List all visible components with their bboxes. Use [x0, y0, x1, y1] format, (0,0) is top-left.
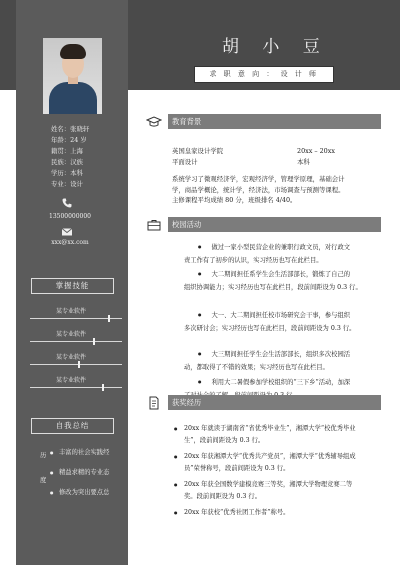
skill-label: 某专业软件 [56, 354, 87, 361]
award-item [184, 423, 380, 446]
graduation-cap-icon [146, 114, 162, 130]
activity-item [184, 267, 380, 294]
skill-bar [30, 318, 122, 319]
award-line: ● 20xx 年获校“优秀社团工作者”称号。 [184, 509, 290, 516]
skill-bar [30, 341, 122, 342]
course-line: 主修课程平均成绩 80 分，班级排名 4/40。 [172, 196, 297, 204]
skill-bar [30, 387, 122, 388]
award-line: 员”荣誉称号，段前间距设为 0.3 行。 [184, 464, 290, 472]
activity-line: 组织协调能力；实习经历也写在此栏目，段前间距设为 0.3 行。 [184, 284, 362, 291]
award-line: ● 20xx 年获全国数学建模竞赛三等奖，湘潭大学物理竞赛二等 [184, 481, 353, 488]
skill-level-marker [93, 338, 95, 345]
phone-icon [61, 197, 73, 209]
self-eval-list [59, 443, 109, 503]
info-name: 姓名：张晓轩 [51, 125, 90, 133]
profile-photo [43, 38, 102, 114]
activity-line: ● 做过一家小型民营企业的兼职行政文员，对行政文 [184, 240, 380, 254]
activity-line: ● 利用大二暑假参加学校组织的“三下乡”活动，加深 [184, 375, 380, 389]
skill-label: 某专业软件 [56, 308, 87, 315]
activity-line: ● 大三期间担任学生会生活部部长，组织多次校园活 [184, 347, 380, 361]
major-name: 平面设计 [172, 158, 198, 166]
skill-level-marker [78, 361, 80, 368]
award-line: ● 20xx 年就读于湖南省“省优秀毕业生”，湘潭大学“校优秀毕业 [184, 425, 356, 432]
skill-label: 某专业软件 [56, 377, 87, 384]
skill-level-marker [108, 315, 110, 322]
self-eval-overflow [40, 430, 50, 491]
personal-info [51, 124, 89, 190]
activity-item [184, 240, 380, 267]
eval-item: ● 修改为突出要点总 [59, 483, 109, 503]
eval-item: ● 丰富的社会实践经 [59, 443, 109, 463]
activity-line: ● 大一、大二期间担任校市场研究会干事，参与组织 [184, 308, 380, 322]
info-hometown: 籍贯：上海 [51, 147, 83, 155]
job-intent: 求 职 意 向 ： 设 计 师 [194, 66, 334, 83]
degree: 本科 [297, 158, 310, 166]
activity-line: 多次研讨会；实习经历也写在此栏目，段前间距设为 0.3 行。 [184, 325, 356, 332]
activity-line: 动，都取得了不错的效果；实习经历也写在此栏目。 [184, 364, 329, 371]
activity-line: ● 大二期间担任系学生会生活部部长，锻炼了自己的 [184, 267, 380, 281]
activity-item [184, 347, 380, 374]
course-description [172, 174, 382, 206]
skills-title: 掌握技能 [31, 278, 114, 294]
skill-label: 某专业软件 [56, 331, 87, 338]
self-eval-title: 自我总结 [31, 418, 114, 434]
activity-item [184, 308, 380, 335]
info-education: 学历：本科 [51, 169, 83, 177]
eval-overflow-line: 历 [40, 452, 47, 459]
eval-overflow-line: 度 [40, 477, 47, 484]
award-item [184, 451, 380, 474]
skill-level-marker [102, 384, 104, 391]
candidate-name: 胡 小 豆 [222, 37, 329, 57]
mail-icon [61, 226, 73, 238]
school-name: 英国皇家设计学院 [172, 147, 224, 155]
info-major: 专业：设计 [51, 180, 83, 188]
award-item [184, 507, 380, 519]
email-address[interactable]: xxx@xx.com [51, 239, 89, 246]
info-age: 年龄：24 岁 [51, 136, 87, 144]
document-icon [146, 395, 162, 411]
info-ethnicity: 民族：汉族 [51, 158, 83, 166]
award-line: 生”，段前间距设为 0.3 行。 [184, 436, 265, 444]
phone-number[interactable]: 13500000000 [49, 213, 91, 220]
course-line: 学，商品学概论，统计学，经济法，市场调查与预测等课程。 [172, 185, 345, 194]
awards-title: 获奖经历 [168, 395, 381, 410]
course-line: 系统学习了微观经济学，宏观经济学，管理学原理，基础会计 [172, 175, 345, 183]
activities-title: 校园活动 [168, 217, 381, 232]
skill-bar [30, 364, 122, 365]
award-line: ● 20xx 年获湘潭大学“优秀共产党员”，湘潭大学“优秀辅导组成 [184, 453, 356, 460]
education-title: 教育背景 [168, 114, 381, 129]
briefcase-icon [146, 217, 162, 233]
activity-line: 责工作有了初步的认识，实习经历也写在此栏目。 [184, 257, 323, 264]
award-item [184, 479, 380, 502]
education-period: 20xx – 20xx [297, 147, 335, 155]
eval-item: ● 精益求精的专业态 [59, 463, 109, 483]
award-line: 奖。段前间距设为 0.3 行。 [184, 492, 261, 500]
